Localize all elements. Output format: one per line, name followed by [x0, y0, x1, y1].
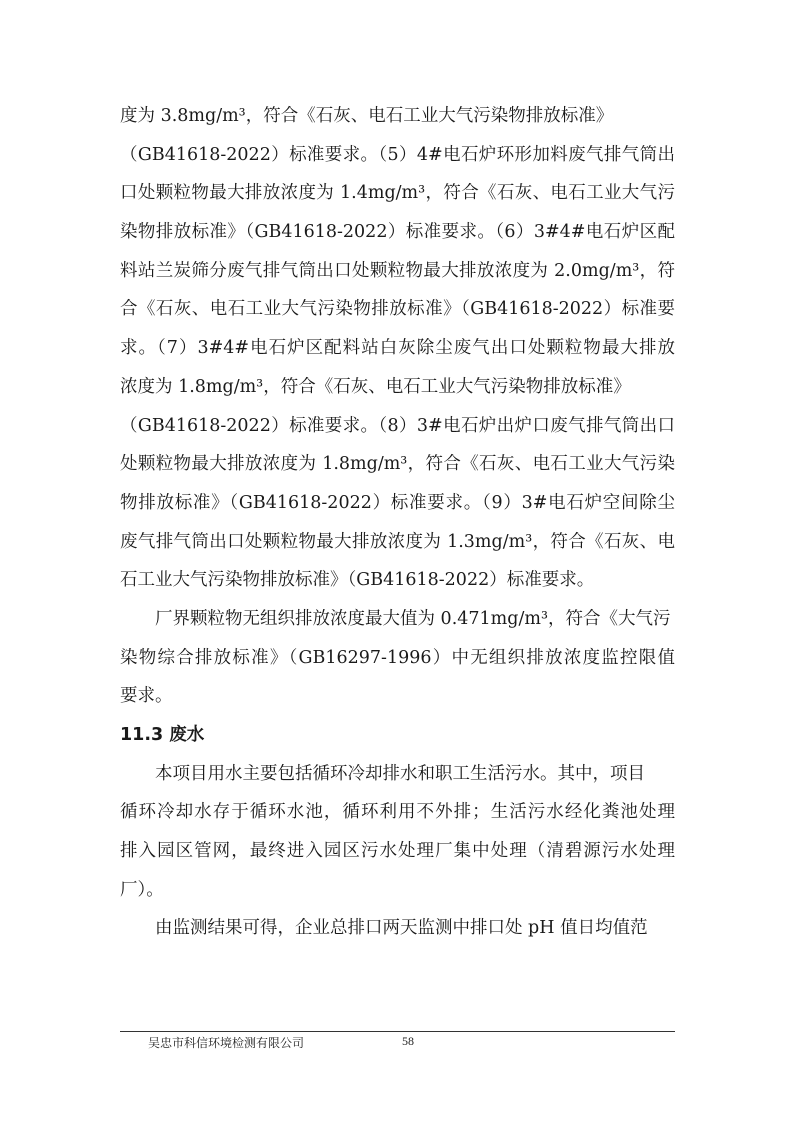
paragraph-line: 本项目用水主要包括循环冷却排水和职工生活污水。其中，项目 — [155, 763, 645, 784]
paragraph-line: 石工业大气污染物排放标准》（GB41618-2022）标准要求。 — [120, 570, 595, 591]
paragraph-line: 废气排气筒出口处颗粒物最大排放浓度为 1.3mg/m³，符合《石灰、电 — [120, 531, 675, 552]
paragraph-line: 厂）。 — [120, 879, 164, 900]
paragraph-line: （GB41618-2022）标准要求。（8）3#电石炉出炉口废气排气筒出口 — [120, 415, 675, 436]
paragraph-line: 染物排放标准》（GB41618-2022）标准要求。（6）3#4#电石炉区配 — [120, 222, 675, 243]
paragraph-line: 料站兰炭筛分废气排气筒出口处颗粒物最大排放浓度为 2.0mg/m³，符 — [120, 260, 675, 281]
footer-divider — [120, 1031, 675, 1032]
paragraph-line: 口处颗粒物最大排放浓度为 1.4mg/m³，符合《石灰、电石工业大气污 — [120, 183, 675, 204]
paragraph-line: 处颗粒物最大排放浓度为 1.8mg/m³，符合《石灰、电石工业大气污染 — [120, 454, 675, 475]
paragraph-line: 浓度为 1.8mg/m³，符合《石灰、电石工业大气污染物排放标准》 — [120, 376, 631, 397]
paragraph-line: 求。（7）3#4#电石炉区配料站白灰除尘废气出口处颗粒物最大排放 — [120, 338, 675, 359]
page-number: 58 — [402, 1034, 414, 1048]
footer-company: 吴忠市科信环境检测有限公司 — [148, 1036, 305, 1050]
paragraph-line: 染物综合排放标准》（GB16297-1996）中无组织排放浓度监控限值 — [120, 647, 675, 668]
paragraph-line: 合《石灰、电石工业大气污染物排放标准》（GB41618-2022）标准要 — [120, 299, 675, 320]
paragraph-line: （GB41618-2022）标准要求。（5）4#电石炉环形加料废气排气筒出 — [120, 144, 675, 165]
paragraph-line: 厂界颗粒物无组织排放浓度最大值为 0.471mg/m³，符合《大气污 — [155, 608, 671, 629]
body-text — [120, 97, 675, 948]
paragraph-line: 循环冷却水存于循环水池，循环利用不外排；生活污水经化粪池处理 — [120, 802, 675, 823]
paragraph-line: 排入园区管网，最终进入园区污水处理厂集中处理（清碧源污水处理 — [120, 841, 675, 862]
section-heading: 11.3 废水 — [120, 725, 205, 745]
paragraph-line: 要求。 — [120, 686, 173, 707]
paragraph-line: 物排放标准》（GB41618-2022）标准要求。（9）3#电石炉空间除尘 — [120, 492, 675, 513]
paragraph-line: 度为 3.8mg/m³，符合《石灰、电石工业大气污染物排放标准》 — [120, 106, 614, 126]
paragraph-line: 由监测结果可得，企业总排口两天监测中排口处 pH 值日均值范 — [155, 918, 648, 939]
